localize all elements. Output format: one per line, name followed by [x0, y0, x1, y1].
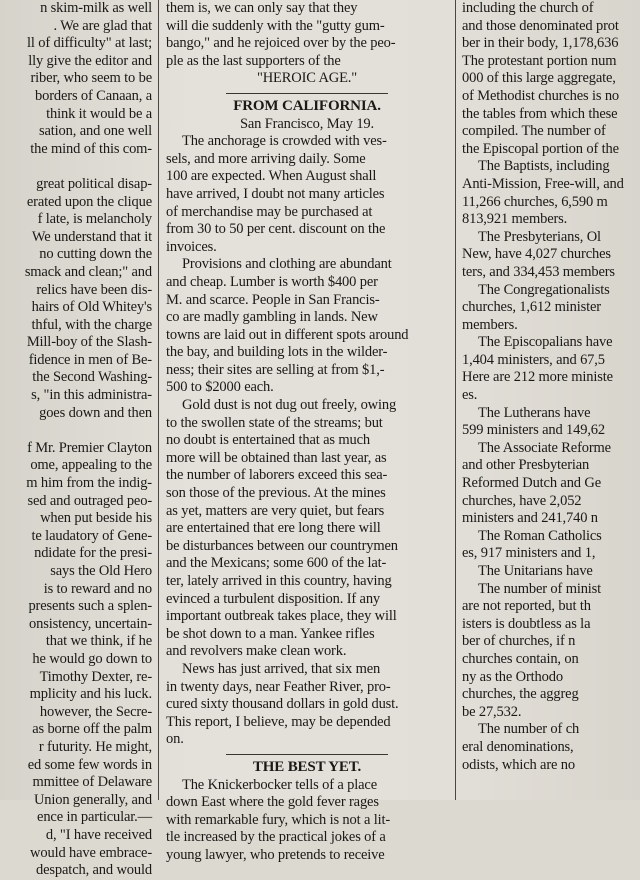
text-line: 000 of this large aggregate, — [462, 70, 616, 87]
text-line: Union generally, and — [33, 791, 152, 808]
text-line: 11,266 churches, 6,590 m — [462, 193, 608, 210]
text-line: that we think, if he — [45, 633, 152, 650]
text-line: Provisions and clothing are abundant — [182, 256, 392, 273]
text-line: te laudatory of Gene- — [31, 527, 152, 544]
article-heading: THE BEST YET. — [252, 758, 362, 775]
text-line: ndidate for the presi- — [34, 545, 152, 562]
text-line: ter, lately arrived in this country, having — [166, 573, 392, 589]
text-line: members. — [462, 316, 518, 333]
text-line: be disturbances between our countrymen — [166, 537, 398, 554]
text-line: ministers and 241,740 n — [462, 510, 598, 527]
text-line — [0, 422, 152, 440]
text-line: ome, appealing to the — [30, 457, 152, 474]
text-line: in twenty days, near Feather River, pro- — [166, 678, 391, 695]
text-line: ll of difficulty" at last; — [27, 35, 152, 52]
text-line: ence in particular.— — [37, 809, 152, 826]
text-line: The Congregationalists — [478, 281, 610, 298]
text-line: m him from the indig- — [26, 475, 152, 492]
text-line: however, the Secre- — [39, 703, 152, 720]
text-line: smack and clean;" and — [24, 263, 152, 280]
text-line: The Lutherans have — [478, 404, 591, 421]
text-line: and the Mexicans; some 600 of the lat- — [166, 555, 387, 572]
text-line: hairs of Old Whitey's — [31, 299, 152, 316]
right-column-text — [462, 0, 640, 774]
text-line: borders of Canaan, a — [35, 87, 152, 104]
text-line: r futurity. He might, — [38, 738, 152, 755]
text-line: and those denominated prot — [462, 17, 619, 34]
text-line: the number of laborers exceed this sea- — [166, 467, 388, 484]
text-line: d, "I have received — [45, 826, 152, 843]
text-line: compiled. The number of — [462, 123, 606, 140]
text-line: News has just arrived, that six men — [182, 660, 381, 677]
text-line: fidence in men of Be- — [28, 351, 152, 368]
text-line: 599 ministers and 149,62 — [462, 422, 606, 439]
text-line: and other Presbyterian — [462, 457, 590, 474]
text-line: ed some few words in — [27, 756, 152, 773]
text-line: Mill-boy of the Slash- — [26, 334, 152, 351]
column-rule-left — [158, 0, 159, 800]
text-line: are entertained that ere long there will — [166, 520, 381, 537]
text-line: is to reward and no — [43, 580, 152, 597]
left-column — [0, 0, 152, 879]
text-line: great political disap- — [36, 175, 152, 192]
right-column — [462, 0, 640, 800]
text-line: including the church of — [462, 0, 594, 16]
text-line: to the swollen state of the streams; but — [166, 414, 383, 431]
text-line: evinced a turbulent disposition. If any — [166, 590, 381, 607]
text-line: The number of minist — [478, 580, 602, 597]
text-line: ple as the last supporters of the — [166, 52, 341, 69]
text-line: churches, have 2,052 — [462, 492, 582, 509]
text-line: with remarkable fury, which is not a lit- — [166, 811, 391, 828]
text-line: relics have been dis- — [36, 281, 152, 298]
column-rule-right — [455, 0, 456, 800]
text-line: important outbreak takes place, they will — [166, 608, 397, 625]
middle-column-text — [166, 0, 448, 865]
text-line: as yet, matters are very quiet, but fears — [166, 502, 385, 519]
text-line: son those of the previous. At the mines — [166, 485, 386, 502]
section-divider — [166, 749, 448, 759]
text-line: have arrived, I doubt not many articles — [166, 185, 385, 202]
text-line: he would go down to — [32, 650, 152, 667]
text-line: the Episcopal portion of the — [462, 140, 619, 157]
text-line: The anchorage is crowded with ves- — [182, 133, 387, 150]
text-line: no doubt is entertained that as much — [166, 432, 370, 449]
text-line: lly give the editor and — [28, 52, 152, 69]
text-line: es. — [462, 387, 478, 404]
text-line: The Knickerbocker tells of a place — [182, 776, 377, 793]
text-line: the tables from which these — [462, 105, 618, 122]
text-line: Timothy Dexter, re- — [39, 668, 152, 685]
text-line: will die suddenly with the "gutty gum- — [166, 17, 385, 34]
text-line: 813,921 members. — [462, 211, 568, 228]
text-line: the bay, and building lots in the wilder- — [166, 344, 388, 361]
text-line: ters, and 334,453 members — [462, 263, 615, 280]
text-line: odists, which are no — [462, 756, 575, 773]
text-line: when put beside his — [40, 510, 152, 527]
text-line: think it would be a — [46, 105, 152, 122]
text-line: 1,404 ministers, and 67,5 — [462, 351, 605, 368]
text-line: The protestant portion num — [462, 52, 617, 69]
section-divider — [166, 88, 448, 98]
text-line: f late, is melancholy — [37, 211, 152, 228]
text-line: f Mr. Premier Clayton — [27, 439, 152, 456]
text-line: goes down and then — [39, 404, 152, 421]
text-line: towns are laid out in different spots around — [166, 326, 409, 343]
text-line: down East where the gold fever rages — [166, 794, 379, 811]
text-line: Anti-Mission, Free-will, and — [462, 175, 624, 192]
text-line: despatch, and would — [36, 862, 152, 879]
text-line: The Episcopalians have — [478, 334, 613, 351]
text-line: This report, I believe, may be depended — [166, 713, 391, 730]
text-line: churches contain, on — [462, 650, 579, 667]
text-line: eral denominations, — [462, 738, 574, 755]
text-line: no cutting down the — [39, 246, 152, 263]
text-line: co are madly gambling in lands. New — [166, 309, 378, 326]
text-line: cured sixty thousand dollars in gold dust. — [166, 696, 399, 713]
text-line: would have embrace- — [30, 844, 152, 861]
text-line: Here are 212 more ministe — [462, 369, 613, 386]
article-heading: FROM CALIFORNIA. — [233, 97, 381, 114]
dateline: San Francisco, May 19. — [239, 115, 375, 132]
text-line: tle increased by the practical jokes of a — [166, 829, 386, 846]
text-line: . We are glad that — [53, 17, 152, 34]
text-line: of Methodist churches is no — [462, 87, 620, 104]
text-line: and revolvers make clean work. — [166, 643, 347, 660]
text-line: The Roman Catholics — [478, 527, 602, 544]
text-line: mplicity and his luck. — [29, 686, 152, 703]
left-column-text — [0, 0, 152, 880]
text-line: ber in their body, 1,178,636 — [462, 35, 619, 52]
text-line: mmittee of Delaware — [32, 774, 152, 791]
text-line: Gold dust is not dug out freely, owing — [182, 397, 397, 414]
text-line: "HEROIC AGE." — [256, 70, 358, 87]
text-line: says the Old Hero — [50, 563, 152, 579]
text-line: The Unitarians have — [478, 563, 593, 579]
text-line: bango," and he rejoiced over by the peo- — [166, 35, 396, 52]
text-line: The Baptists, including — [478, 158, 610, 175]
text-line: New, have 4,027 churches — [462, 246, 611, 263]
text-line: The Associate Reforme — [478, 439, 611, 456]
text-line: be 27,532. — [462, 703, 522, 720]
text-line: thful, with the charge — [31, 316, 152, 333]
text-line: onsistency, uncertain- — [29, 615, 152, 632]
text-line: them is, we can only say that they — [166, 0, 358, 16]
text-line: and cheap. Lumber is worth $400 per — [166, 273, 378, 290]
text-line: more will be obtained than last year, as — [166, 449, 387, 466]
text-line: We understand that it — [31, 228, 152, 245]
text-line: erated upon the clique — [26, 193, 152, 210]
text-line: sation, and one well — [39, 123, 152, 140]
text-line: be shot down to a man. Yankee rifles — [166, 625, 375, 642]
text-line: isters is doubtless as la — [462, 615, 591, 632]
text-line: from 30 to 50 per cent. discount on the — [166, 221, 386, 238]
text-line: n skim-milk as well — [40, 0, 152, 16]
text-line: sed and outraged peo- — [27, 492, 152, 509]
text-line: ny as the Orthodo — [462, 668, 563, 685]
text-line: 500 to $2000 each. — [166, 379, 274, 396]
text-line: Reformed Dutch and Ge — [462, 475, 601, 492]
text-line: are not reported, but th — [462, 598, 591, 615]
text-line: of merchandise may be purchased at — [166, 203, 373, 220]
text-line: 100 are expected. When August shall — [166, 168, 377, 185]
text-line: M. and scarce. People in San Francis- — [166, 291, 380, 308]
text-line: young lawyer, who pretends to receive — [166, 846, 385, 863]
text-line: es, 917 ministers and 1, — [462, 545, 596, 562]
text-line: on. — [166, 731, 184, 748]
text-line: as borne off the palm — [32, 721, 152, 738]
text-line: riber, who seem to be — [30, 70, 152, 87]
text-line: ber of churches, if n — [462, 633, 576, 650]
text-line: invoices. — [166, 238, 217, 255]
text-line: s, "in this administra- — [31, 387, 152, 404]
text-line — [0, 158, 152, 176]
text-line: The Presbyterians, Ol — [478, 228, 601, 245]
text-line: the Second Washing- — [32, 369, 152, 386]
text-line: presents such a splen- — [28, 598, 152, 615]
text-line: The number of ch — [478, 721, 580, 738]
text-line: the mind of this com- — [30, 140, 152, 157]
middle-column — [166, 0, 448, 863]
text-line: sels, and more arriving daily. Some — [166, 150, 366, 167]
text-line: churches, the aggreg — [462, 686, 579, 703]
text-line: ness; their sites are selling at from $1,- — [166, 361, 385, 378]
text-line: churches, 1,612 minister — [462, 299, 601, 316]
